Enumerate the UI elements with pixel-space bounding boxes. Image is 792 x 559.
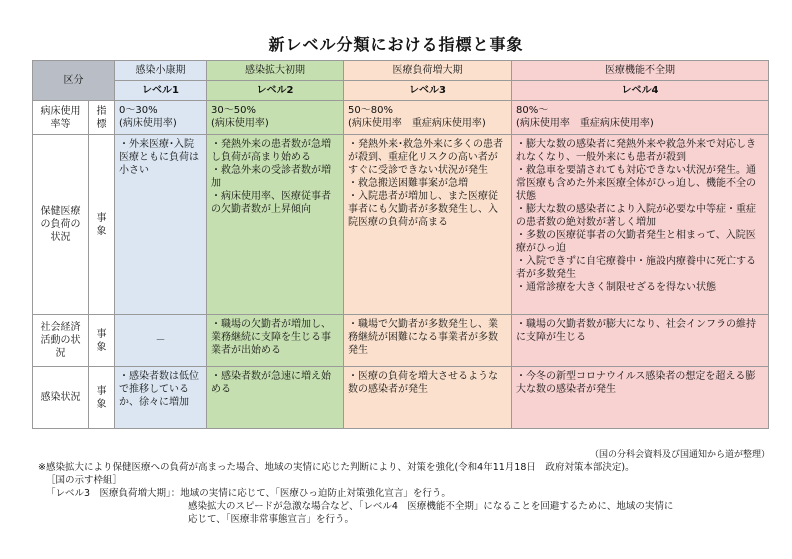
bed-cell-3: 50～80% (病床使用率 重症病床使用率) [344,101,512,135]
medical-row-label: 保健医療の負荷の状況 [33,135,89,315]
infection-row-label: 感染状況 [33,367,89,429]
bed-row-label: 病床使用率等 [33,101,89,135]
bed-cell-4: 80%～ (病床使用率 重症病床使用率) [512,101,769,135]
phase-3: 医療負荷増大期 [344,61,512,81]
phase-1: 感染小康期 [115,61,207,81]
note-line-3: 「レベル3 医療負荷増大期」：地域の実情に応じて、「医療ひっ迫防止対策強化宣言」を行う。 [46,488,451,499]
social-cell-2: ・職場の欠勤者が増加し、業務継続に支障を生じる事業者が出始める [207,315,344,367]
medical-row-kind: 事象 [89,135,115,315]
source-note: （国の分科会資料及び国通知から道が整理） [589,450,770,460]
bed-cell-1: 0～30% (病床使用率) [115,101,207,135]
level-3: レベル3 [344,81,512,101]
medical-cell-2: ・発熱外来の患者数が急増し負荷が高まり始める ・救急外来の受診者数が増加 ・病床使用率、医療従事者の欠勤者数が上昇傾向 [207,135,344,315]
infection-cell-1: ・感染者数は低位で推移しているか、徐々に増加 [115,367,207,429]
note-line-4: 感染拡大のスピードが急激な場合など、「レベル4 医療機能不全期」になることを回避するために、地域の実情に [188,501,674,512]
note-line-5: 応じて、「医療非常事態宣言」を行う。 [188,514,355,525]
infection-cell-4: ・今冬の新型コロナウイルス感染者の想定を超える膨大な数の感染者が発生 [512,367,769,429]
level-2: レベル2 [207,81,344,101]
phase-4: 医療機能不全期 [512,61,769,81]
level-table [32,60,769,429]
notes-block [38,461,768,526]
bed-row-kind: 指標 [89,101,115,135]
social-cell-3: ・職場で欠勤者が多数発生し、業務継続が困難になる事業者が多数発生 [344,315,512,367]
medical-cell-4: ・膨大な数の感染者に発熱外来や救急外来で対応しきれなくなり、一般外来にも患者が殺到 ・救急車を要請されても対応できない状況が発生。通常医療も含めた外来医療全体がひっ迫し、機能不全の状態 ・膨大な数の感染者により入院が必要な中等症・重症の患者数の絶対数が著しく増加 ・多数の医療従事者の欠勤者発生と相まって、入院医療がひっ迫 ・入院できずに自宅療養中・施設内療養中に死亡する者が多数発生 ・通常診療を大きく制限せざるを得ない状態 [512,135,769,315]
page-title: 新レベル分類における指標と事象 [268,35,524,54]
social-row-kind: 事象 [89,315,115,367]
social-cell-4: ・職場の欠勤者数が膨大になり、社会インフラの維持に支障が生じる [512,315,769,367]
area-header: 区分 [33,61,115,101]
infection-cell-3: ・医療の負荷を増大させるような数の感染者が発生 [344,367,512,429]
infection-cell-2: ・感染者数が急速に増え始める [207,367,344,429]
social-row-label: 社会経済活動の状況 [33,315,89,367]
social-cell-1: － [115,315,207,367]
note-line-2: ［国の示す枠組］ [46,475,123,486]
note-line-1: ※感染拡大により保健医療への負荷が高まった場合、地域の実情に応じた判断により、対策を強化(令和4年11月18日 政府対策本部決定)。 [38,462,635,473]
bed-cell-2: 30～50% (病床使用率) [207,101,344,135]
medical-cell-1: ・外来医療･入院医療ともに負荷は小さい [115,135,207,315]
level-4: レベル4 [512,81,769,101]
level-1: レベル1 [115,81,207,101]
infection-row-kind: 事象 [89,367,115,429]
phase-2: 感染拡大初期 [207,61,344,81]
medical-cell-3: ・発熱外来･救急外来に多くの患者が殺到、重症化リスクの高い者がすぐに受診できない状況が発生 ・救急搬送困難事案が急増 ・入院患者が増加し、また医療従事者にも欠勤者が多数発生し、入院医療の負荷が高まる [344,135,512,315]
